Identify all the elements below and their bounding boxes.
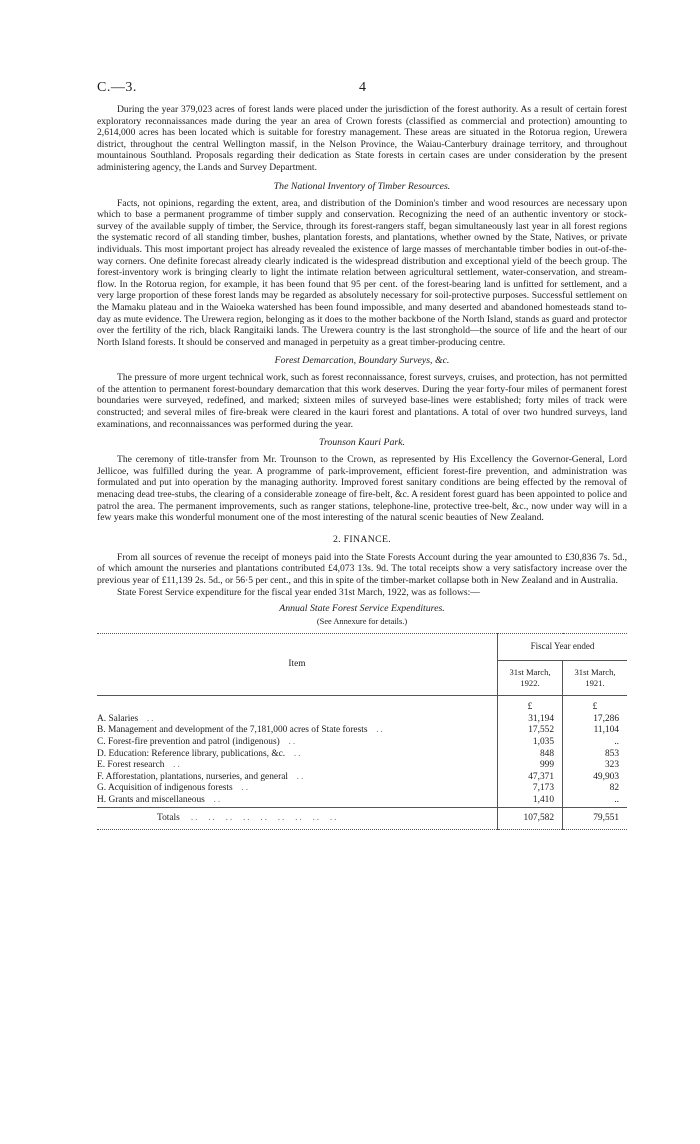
expense-rows: [97, 714, 627, 807]
totals-label-cell: [97, 807, 498, 830]
table-row: [97, 772, 627, 784]
header-col-1922: [498, 661, 563, 696]
leader-dots: ..: [232, 783, 251, 794]
section-title-finance: 2. FINANCE.: [332, 533, 391, 545]
row-value-1921: 82: [609, 783, 619, 794]
row-value-1921: 17,286: [593, 713, 619, 724]
unit-row: [97, 696, 627, 714]
leader-dots: ..: [285, 748, 303, 759]
finance-paragraph: From all sources of revenue the receipt of moneys paid into the State Forests Account during the year amounted to £30,836 7s. 5d., of which amount the nurseries and plantations contributed £4,073 13s. 9d. The total receipts show a very satisfactory increase over the previous year of £11,139 2s. 5d., or 56·5 per cent., and this in spite of the timber-market collapse both in New Zealand and in Australia.: [97, 551, 627, 586]
row-value-1921: ..: [614, 736, 619, 747]
row-label: H. Grants and miscellaneous: [97, 794, 205, 805]
totals-row: [97, 807, 627, 830]
inventory-paragraph: Facts, not opinions, regarding the extent, area, and distribution of the Dominion's timber and wood resources are necessary upon which to base a permanent programme of timber supply and conservation. Recognizing the need of an authentic inventory or stock-survey of the available supply of timber, the Service, through its forest-rangers staff, began simultaneously last year in all forest regions the systematic record of all standing timber, bushes, plantation forests, and plantations, whether owned by the State, Natives, or private individuals. This most important project has already revealed the existence of large masses of merchantable timber bodies in out-of-the-way corners. One definite forecast already clearly indicated is the widespread distribution and exceptional yield of the beech group. The forest-inventory work is bringing clearly to light the intimate relation between agricultural settlement, water-conservation, and stream-flow. In the Rotorua region, for example, it has been found that 95 per cent. of the forest-bearing land is unfitted for settlement, and a very large proportion of these forest lands may be regarded as absolutely necessary for soil-protective purposes. Successful settlement on the Mamaku plateau and in the Waioeka watershed has been found impossible, and many deserted and abandoned homesteads stand to-day as mute evidence. The Urewera region, belonging as it does to the mother backbone of the North Island, stands as guard and protector over the fertility of the rich, black Rangitaiki lands. The Urewera country is the last stronghold—the source of life and the heart of our North Island forests. It should be conserved and managed in perpetuity as a great timber-producing centre.: [97, 197, 627, 348]
row-label: B. Management and development of the 7,181,000 acres of State forests: [97, 725, 368, 736]
intro-paragraph: During the year 379,023 acres of forest lands were placed under the jurisdiction of the forest authority. As a result of certain forest exploratory reconnaissances made during the year an area of Crown forests (classified as commercial and protection) amounting to 2,614,000 acres has been located which is suitable for forestry management. These areas are situated in the Rotorua region, Urewera district, throughout the central Wellington massif, in the Nelson Province, the Waiau-Canterbury drainage territory, and throughout mountainous Southland. Proposals regarding their dedication as State forests in certain cases are under consideration by the present administering agency, the Lands and Survey Department.: [97, 104, 627, 173]
section-title-trounson: Trounson Kauri Park.: [319, 437, 405, 449]
unit-1922: £: [498, 696, 563, 714]
page-number: 4: [359, 80, 366, 95]
demarcation-paragraph: The pressure of more urgent technical work, such as forest reconnaissance, forest surveys, cruises, and protection, has not permitted of the attention to permanent forest-boundary demarcation that this work deserves. During the year forty-four miles of permanent forest boundaries were surveyed, redefined, and marked; sixteen miles of surveyed base-lines were established; forty miles of track were constructed; and several miles of fire-break were cleared in the kauri forest and plantations. A total of over two hundred surveys, land examinations, and reconnaissances was performed during the year.: [97, 372, 627, 430]
row-value-1921: 323: [604, 760, 619, 771]
table-row: [97, 760, 627, 772]
row-label: F. Afforestation, plantations, nurseries, and general: [97, 771, 288, 782]
leader-dots: ..: [164, 760, 182, 771]
leader-dots: .. .. .. .. .. .. .. .. ..: [182, 812, 339, 823]
row-label: C. Forest-fire prevention and patrol (indigenous): [97, 736, 280, 747]
table-row: [97, 795, 627, 807]
table-row: [97, 749, 627, 761]
totals-1922: 107,582: [498, 807, 563, 830]
table-header-row: [97, 634, 627, 661]
leader-dots: ..: [287, 771, 306, 782]
row-label: A. Salaries: [97, 713, 139, 724]
row-value-1922: 47,371: [498, 772, 563, 784]
leader-dots: ..: [367, 725, 385, 736]
expenditure-table: [97, 633, 627, 830]
page-body: [97, 104, 627, 830]
table-row: [97, 783, 627, 795]
row-label: E. Forest research: [97, 760, 165, 771]
unit-1921: £: [592, 702, 598, 713]
row-value-1921: ..: [614, 794, 619, 805]
row-label-cell: [97, 737, 498, 749]
row-label-cell: [97, 760, 498, 772]
table-caption: Annual State Forest Service Expenditures.: [279, 603, 445, 615]
row-value-1922: 7,173: [498, 783, 563, 795]
row-value-1922: 1,410: [498, 795, 563, 807]
row-label-cell: [97, 795, 498, 807]
row-label-cell: [97, 725, 498, 737]
leader-dots: ..: [138, 713, 156, 724]
totals-1921: 79,551: [563, 807, 628, 830]
header-col-1921-line2: 1921.: [585, 678, 605, 689]
page-header: [97, 80, 645, 98]
table-row: [97, 714, 627, 726]
row-value-1922: 848: [498, 749, 563, 761]
row-label: D. Education: Reference library, publications, &c.: [97, 748, 286, 759]
row-value-1922: 999: [498, 760, 563, 772]
header-col-1921-line1: 31st March,: [574, 667, 616, 678]
table-row: [97, 725, 627, 737]
table-note: (See Annexure for details.): [316, 617, 408, 627]
section-title-inventory: The National Inventory of Timber Resources.: [273, 180, 451, 192]
header-col-1922-line1: 31st March,: [509, 667, 551, 678]
table-row: [97, 737, 627, 749]
row-value-1921: 853: [604, 748, 619, 759]
row-value-1922: 31,194: [498, 714, 563, 726]
header-col-1921: [563, 661, 628, 696]
row-label-cell: [97, 783, 498, 795]
row-value-1921: 11,104: [593, 725, 619, 736]
totals-label: Totals: [157, 812, 180, 823]
finance-expenditure-intro: State Forest Service expenditure for the fiscal year ended 31st March, 1922, was as follows:—: [117, 586, 480, 598]
document-reference: C.—3.: [97, 80, 137, 95]
header-item: Item: [97, 634, 498, 696]
trounson-paragraph: The ceremony of title-transfer from Mr. Trounson to the Crown, as represented by His Excellency the Governor-General, Lord Jellicoe, was fulfilled during the year. A programme of park-improvement, efficient forest-fire prevention, and administration was formulated and put into operation by the managing authority. Improved forest sanitary conditions are being effected by the removal of menacing dead tree-stubs, the clearing of a considerable zoneage of fire-belt, &c. A resident forest guard has been appointed to police and patrol the area. The permanent improvements, such as ranger stations, telephone-line, protective tree-belt, &c., now under way will in a few years make this wonderful monument one of the most interesting of the natural scenic beauties of New Zealand.: [97, 454, 627, 524]
row-value-1922: 17,552: [498, 725, 563, 737]
section-title-demarcation: Forest Demarcation, Boundary Surveys, &c.: [274, 355, 450, 367]
row-label-cell: [97, 772, 498, 784]
leader-dots: ..: [279, 736, 298, 747]
row-value-1922: 1,035: [498, 737, 563, 749]
header-col-1922-line2: 1922.: [520, 678, 540, 689]
leader-dots: ..: [204, 794, 223, 805]
header-fiscal-year: Fiscal Year ended: [498, 634, 628, 661]
row-label: G. Acquisition of indigenous forests: [97, 783, 233, 794]
row-value-1921: 49,903: [593, 771, 619, 782]
row-label-cell: [97, 714, 498, 726]
row-label-cell: [97, 749, 498, 761]
